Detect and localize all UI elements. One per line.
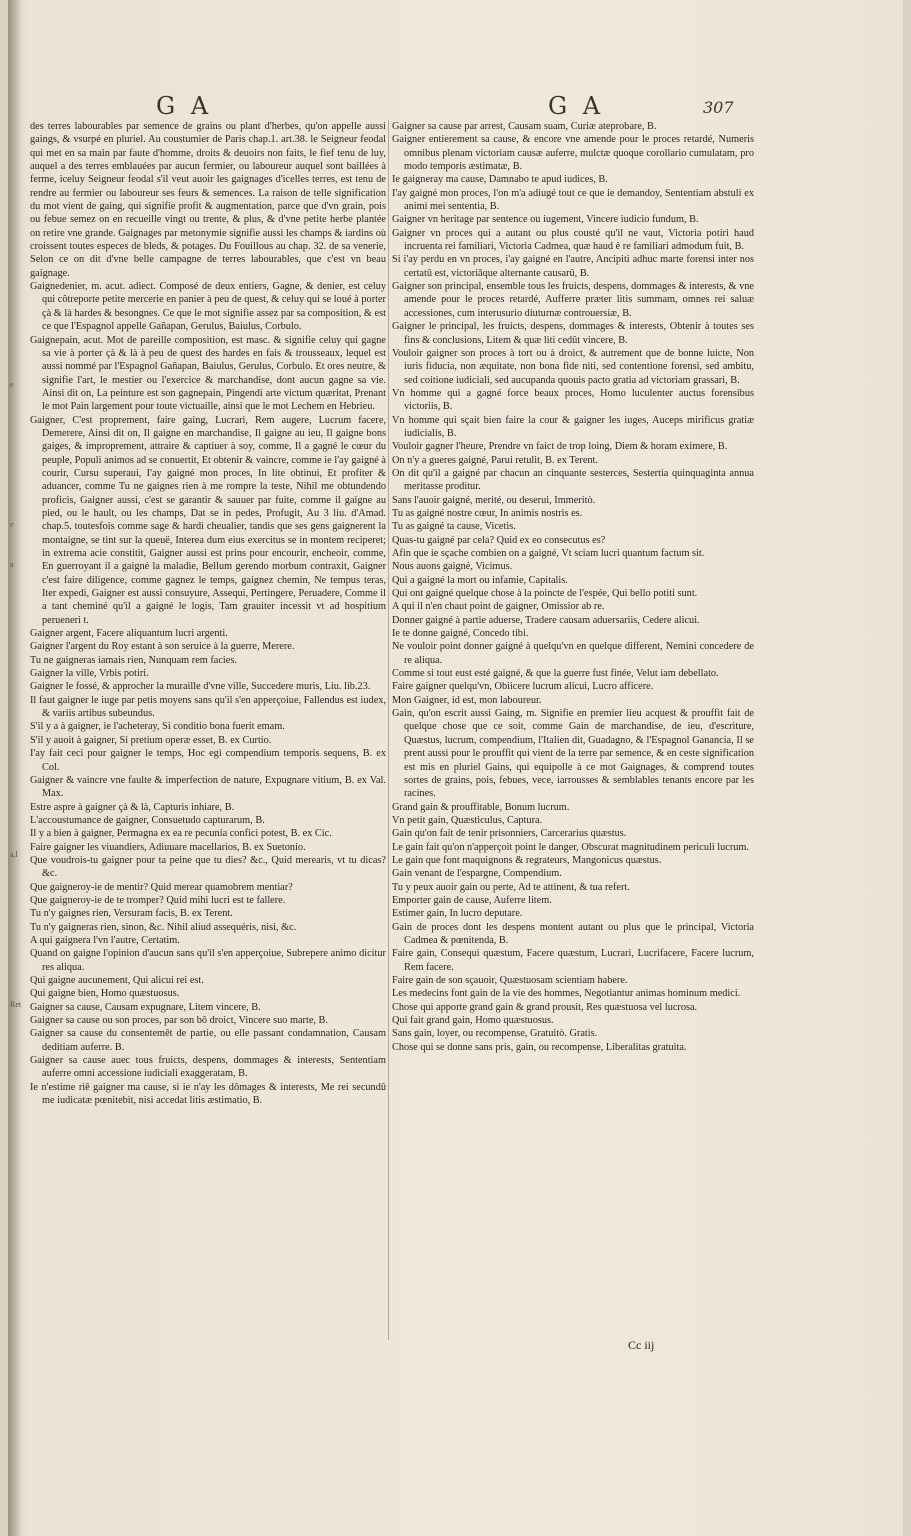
dictionary-entry: Gaigner vn heritage par sentence ou iugement, Vincere iudicio fundum, B. bbox=[392, 214, 699, 226]
dictionary-entry: Gaigner argent, Facere aliquantum lucri argenti. bbox=[30, 628, 228, 640]
dictionary-entry: Qui fait grand gain, Homo quæstuosus. bbox=[392, 1015, 554, 1027]
margin-note: e bbox=[10, 380, 14, 389]
dictionary-entry: Vn petit gain, Quæsticulus, Captura. bbox=[392, 814, 543, 826]
dictionary-entry: Tu y peux auoir gain ou perte, Ad te attinent, & tua refert. bbox=[392, 881, 630, 893]
page-number: 307 bbox=[703, 98, 734, 117]
margin-note: a,l bbox=[10, 850, 18, 859]
dictionary-entry: Gaigner la ville, Vrbis potiri. bbox=[30, 668, 149, 680]
dictionary-entry: Gaignepain, acut. Mot de pareille composition, est masc. & signifie celuy qui gagne sa vie à porter çà & là à peu de quest des hardes en fais & trousseaux, lequel est aussi nommé par l'Espagnol Gañapan, Baiulus, Gerulus, Corbulo. Et ores neutre, & signifie l'art, le mestier ou l'exercice & marchandise, dont aucun gagne sa vie. Ainsi dit on, La peinture est son gagnepain, Pingendi arte victum quæritat, Prenant le mot Pain largement pour toute victuaille, ainsi que le mot Lechem en Hebrieu. bbox=[30, 334, 386, 413]
dictionary-entry: Ne vouloir point donner gaigné à quelqu'vn en quelque different, Nemini concedere de re aliqua. bbox=[392, 641, 754, 666]
book-page bbox=[8, 0, 903, 1536]
dictionary-entry: Gaigner sa cause ou son proces, par son bô droict, Vincere suo marte, B. bbox=[30, 1015, 329, 1027]
dictionary-entry: Il faut gaigner le iuge par petis moyens sans qu'il s'en apperçoiue, Fallendus est iudex, & variis artibus subeundus. bbox=[30, 694, 386, 720]
dictionary-entry: Sans gain, loyer, ou recompense, Gratuitò. Gratis. bbox=[392, 1028, 598, 1040]
dictionary-entry: Estimer gain, In lucro deputare. bbox=[392, 908, 523, 920]
dictionary-entry: Emporter gain de cause, Auferre litem. bbox=[392, 894, 552, 906]
dictionary-entry: Tu ne gaigneras iamais rien, Nunquam rem facies. bbox=[30, 654, 237, 666]
dictionary-entry: Qui ont gaigné quelque chose à la poincte de l'espée, Qui bello potiti sunt. bbox=[392, 588, 698, 600]
dictionary-entry: Chose qui se donne sans pris, gain, ou recompense, Liberalitas gratuita. bbox=[392, 1041, 687, 1053]
margin-note: a bbox=[10, 560, 14, 569]
dictionary-entry: Tu n'y gaigneras rien, sinon, &c. Nihil aliud assequéris, nisi, &c. bbox=[30, 921, 297, 933]
dictionary-entry: Vouloir gagner l'heure, Prendre vn faict de trop loing, Diem & horam eximere, B. bbox=[392, 441, 728, 453]
margin-note: Ret bbox=[10, 1000, 22, 1009]
dictionary-entry: Gain de proces dont les despens montent autant ou plus que le principal, Victoria Cadmea & pœnitenda, B. bbox=[392, 921, 754, 946]
dictionary-entry: Il y a bien à gaigner, Permagna ex ea re pecunia confici potest, B. ex Cic. bbox=[30, 828, 332, 840]
dictionary-entry: Afin que ie sçache combien on a gaigné, Vt sciam lucri quantum factum sit. bbox=[392, 548, 705, 559]
dictionary-entry: Gaigner le fossé, & approcher la muraille d'vne ville, Succedere muris, Liu. lib.23. bbox=[30, 681, 371, 693]
dictionary-entry: Tu as gaigné nostre cœur, In animis nostris es. bbox=[392, 507, 583, 519]
dictionary-entry: S'il y a à gaigner, ie l'acheteray, Si conditio bona fuerit emam. bbox=[30, 721, 285, 733]
dictionary-entry: Quas-tu gaigné par cela? Quid ex eo consecutus es? bbox=[392, 534, 606, 546]
dictionary-entry: Comme si tout eust esté gaigné, & que la guerre fust finée, Velut iam debellato. bbox=[392, 668, 719, 680]
dictionary-entry: A qui il n'en chaut point de gaigner, Omissior ab re. bbox=[392, 601, 605, 613]
dictionary-entry: Que gaigneroy-ie de te tromper? Quid mihi lucri est te fallere. bbox=[30, 894, 286, 906]
dictionary-entry: Tu n'y gaignes rien, Versuram facis, B. ex Terent. bbox=[30, 908, 233, 920]
right-column bbox=[392, 120, 754, 1054]
dictionary-entry: Ie gaigneray ma cause, Damnabo te apud iudices, B. bbox=[392, 174, 608, 186]
dictionary-entry: Gaigner & vaincre vne faulte & imperfection de nature, Expugnare vitium, B. ex Val. Max. bbox=[30, 774, 386, 800]
dictionary-entry: Gaigner, C'est proprement, faire gaing, Lucrari, Rem augere, Lucrum facere, Demerere, Ainsi dit on, Il gaigne en marchandise, Il gaigne au ieu, Il gaigne bons gaiges, & improprement, attraire & captiuer à soy, comme, Il a gagné le cœur du peuple, Populi animos ad se conuertit, Et obtenir & vaincre, comme ie l'ay gaigné à courir, Cursu superaui, I'ay gaigné mon proces, In lite obtinui, Et profiter & aduancer, comme Tu ne gaignes rien à me rompre la teste, Nihil me obtundendo proficis, Gaigner aussi, c'est se garantir & sauuer par fuite, comme il gaigne au pied, ou le hault, ou les champs, Dat se in pedes, Profugit, Au 3 liu. d'Amad. chap.5. toutesfois comme sage & hardi cheualier, tandis que ses gens gaignerent la montaigne, se tint sur la queuë, Interea dum eius exercitus se in montem reciperet; in extrema acie constitit, Gaigner aussi est prins pour encourir, encheoir, comme, En guerroyant il a gaigné la maladie, Bellum gerendo morbum contraxit, Gaigner c'est faire diligence, comme gagnez le temps, gaignez chemin, Ne tempus teras, Iter expedi, Gaigner est aussi consuyure, Assequi, Pertingere, Peruadere, Comme il a tant cheminé qu'il a gaigné le logis, Tam grauiter incessit vt ad hospitium perueneri t. bbox=[30, 414, 386, 626]
dictionary-entry: Gaigner l'argent du Roy estant à son seruice à la guerre, Merere. bbox=[30, 641, 295, 653]
dictionary-entry: Que voudrois-tu gaigner pour ta peine que tu dies? &c., Quid merearis, vt tu dicas? &c. bbox=[30, 854, 386, 880]
header-left-letters: G A bbox=[156, 92, 213, 120]
dictionary-entry: Gain qu'on fait de tenir prisonniers, Carcerarius quæstus. bbox=[392, 828, 627, 840]
dictionary-entry: Faire gain de son sçauoir, Quæstuosam scientiam habere. bbox=[392, 975, 628, 986]
dictionary-entry: Estre aspre à gaigner çà & là, Capturis inhiare, B. bbox=[30, 801, 235, 813]
dictionary-entry: Faire gaigner quelqu'vn, Obiicere lucrum alicui, Lucro afficere. bbox=[392, 681, 654, 693]
dictionary-entry: Quand on gaigne l'opinion d'aucun sans qu'il s'en apperçoiue, Subrepere animo dicitur res aliqua. bbox=[30, 948, 386, 973]
margin-notes bbox=[8, 0, 30, 1536]
dictionary-entry: Gain, qu'on escrit aussi Gaing, m. Signifie en premier lieu acquest & prouffit fait de quelque chose que ce soit, comme Gain de marchandise, de ieu, d'escriture, Quæstus, lucrum, compendium, l'Italien dit, Guadagno, & l'Espagnol Ganancia, Il se prent aussi pour le prouffit qui vient de la terre par semence, & en ceste signification est mis en pluriel Gains, qui equipolle à ce mot Gaignages, & comprend toutes sortes de grains, pois, febues, vece, iarrousses & semblables tenants encore par les racines. bbox=[392, 708, 754, 800]
dictionary-entry: S'il y auoit à gaigner, Si pretium operæ esset, B. ex Curtio. bbox=[30, 734, 272, 746]
dictionary-entry: Qui gaigne aucunement, Qui alicui rei est. bbox=[30, 975, 204, 986]
dictionary-entry: On n'y a gueres gaigné, Parui retulit, B. ex Terent. bbox=[392, 454, 598, 466]
dictionary-entry: I'ay gaigné mon proces, l'on m'a adiugé tout ce que ie demandoy, Sententiam abstuli ex animi mei sententia, B. bbox=[392, 187, 754, 213]
dictionary-entry: On dit qu'il a gaigné par chacun an cinquante sesterces, Sestertia quinquaginta annua meritasse proditur. bbox=[392, 467, 754, 493]
dictionary-entry: Vn homme qui sçait bien faire la cour & gaigner les iuges, Auceps mirificus gratiæ iudicialis, B. bbox=[392, 414, 754, 439]
dictionary-entry: Si i'ay perdu en vn proces, i'ay gaigné en l'autre, Ancipiti adhuc marte forensi inter nos certatû est, victoriâque alternante causarû, B. bbox=[392, 254, 754, 279]
dictionary-entry: Gaigner sa cause auec tous fruicts, despens, dommages & interests, Sententiam auferre omni accessione iudiciali exaggeratam, B. bbox=[30, 1055, 386, 1080]
dictionary-entry: Chose qui apporte grand gain & grand prousit, Res quæstuosa vel lucrosa. bbox=[392, 1001, 698, 1013]
dictionary-entry: Gaigner sa cause du consentemêt de partie, ou elle passant condamnation, Causam deditiam auferre. B. bbox=[30, 1028, 386, 1053]
dictionary-entry: Gain venant de l'espargne, Compendium. bbox=[392, 868, 562, 880]
dictionary-entry: Que gaigneroy-ie de mentir? Quid merear quamobrem mentiar? bbox=[30, 881, 293, 893]
dictionary-entry: L'accoustumance de gaigner, Consuetudo capturarum, B. bbox=[30, 814, 265, 826]
margin-note: e bbox=[10, 520, 14, 529]
left-column bbox=[30, 120, 386, 1107]
dictionary-entry: Qui a gaigné la mort ou infamie, Capitalis. bbox=[392, 574, 568, 586]
dictionary-entry: Le gain fait qu'on n'apperçoit point le danger, Obscurat magnitudinem periculi lucrum. bbox=[392, 841, 750, 853]
dictionary-entry: Gaigner sa cause par arrest, Causam suam, Curiæ ateprobare, B. bbox=[392, 121, 657, 132]
dictionary-entry: Qui gaigne bien, Homo quæstuosus. bbox=[30, 988, 180, 1000]
dictionary-entry: Sans l'auoir gaigné, merité, ou deserui, Immeritò. bbox=[392, 494, 596, 506]
header-right-letters: G A bbox=[548, 92, 605, 120]
dictionary-entry: Donner gaigné à partie aduerse, Tradere causam aduersariis, Cedere alicui. bbox=[392, 614, 700, 626]
dictionary-entry: Le gain que font maquignons & regrateurs, Mangonicus quæstus. bbox=[392, 854, 662, 866]
dictionary-entry: Nous auons gaigné, Vicimus. bbox=[392, 561, 513, 573]
dictionary-entry: Vouloir gaigner son proces à tort ou à droict, & autrement que de bonne luicte, Non iuris fiducia, non æquitate, non bona fide niti, sed contentione forensi, sed ambitu, sed coitione iudiciali, sed aucupanda quouis pacto gratia ad victoriam grassari, B. bbox=[392, 347, 754, 386]
signature-mark: Cc iij bbox=[628, 1338, 655, 1352]
dictionary-entry: Grand gain & prouffitable, Bonum lucrum. bbox=[392, 801, 570, 813]
dictionary-entry: Gaigner entierement sa cause, & encore vne amende pour le proces retardé, Numeris omnibus plenam victoriam causæ auferre, mulctæ quoque corollario cumulatam, pro modo temporis æstimatæ, B. bbox=[392, 134, 754, 173]
dictionary-entry: Gaigner le principal, les fruicts, despens, dommages & interests, Obtenir à toutes ses fins & conclusions, Litem & quæ liti cedût vincere, B. bbox=[392, 321, 754, 346]
dictionary-entry: Gaignedenier, m. acut. adiect. Composé de deux entiers, Gagne, & denier, est celuy qui côtreporte petite mercerie en panier à peu de quest, & celuy qui se loué à porter çà & là hardes & besongnes. Ce que le mot signifie assez par sa composition, & est ce que l'Espagnol appelle Gañapan, Gerulus, Baiulus, Corbulo. bbox=[30, 281, 386, 333]
dictionary-entry: Tu as gaigné ta cause, Vicetis. bbox=[392, 521, 516, 533]
dictionary-entry: Gaigner son principal, ensemble tous les fruicts, despens, dommages & interests, & vne amende pour le proces retardé, Aufferre præter litis summam, omnes rei saluæ accessiones, cum interusurio diuturnæ controuersiæ, B. bbox=[392, 281, 754, 319]
dictionary-entry: Faire gaigner les viuandiers, Adiuuare macellarios, B. ex Suetonio. bbox=[30, 841, 306, 853]
dictionary-entry: Vn homme qui a gagné force beaux proces, Homo luculenter auctus forensibus victoriis, B. bbox=[392, 387, 754, 413]
dictionary-entry: Gaigner sa cause, Causam expugnare, Litem vincere, B. bbox=[30, 1001, 261, 1013]
dictionary-entry: Ie te donne gaigné, Concedo tibi. bbox=[392, 628, 529, 640]
dictionary-entry: Les medecins font gain de la vie des hommes, Negotiantur animas hominum medici. bbox=[392, 988, 741, 1000]
dictionary-entry: Ie n'estime riê gaigner ma cause, si ie n'ay les dômages & interests, Me rei secundû me iudicatæ pœnitebit, nisi accedat litis æstimatio, B. bbox=[30, 1081, 386, 1107]
column-divider bbox=[388, 120, 389, 1340]
dictionary-entry: Faire gain, Consequi quæstum, Facere quæstum, Lucrari, Lucrifacere, Facere lucrum, Rem facere. bbox=[392, 948, 754, 973]
dictionary-entry: Gaigner vn proces qui a autant ou plus cousté qu'il ne vaut, Victoria potiri haud incruenta rei familiari, Victoria Cadmea, quæ haud è re familiari admodum fuit, B. bbox=[392, 227, 754, 253]
dictionary-entry: A qui gaignera l'vn l'autre, Certatim. bbox=[30, 934, 180, 946]
dictionary-entry: des terres labourables par semence de grains ou plant d'herbes, qu'on appelle aussi gaings, & vsurpé en pluriel. Au coustumier de Paris chap.1. art.38. le Seigneur feodal qui met en sa main par faute d'homme, droits & deuoirs non faits, le fief tenu de luy, auquel a des terres emblauées par aucun fermier, ou laboureur auquel sont baillées à ferme, iceluy Seigneur feodal s'il veut auoir les gaignages d'icelles terres, est tenu de rendre au fermier ou laboureur ses feurs & semences. La raison de telle signification du mot vient de gaing, qui signifie profit & augmentation, parce que d'vn grain, pois ou febue semez on en recueille vingt ou trente, & plus, & d'vne petite herbe plantée on retire vne grande. Gaignages par metonymie signifie aussi les champs & iardins où croissent toutes especes de bleds, & potages. Du Fouillous au chap. 32. de sa venerie, Selon ce on dit d'vne belle campagne de terres labourables, que c'est vn beau gaignage. bbox=[30, 121, 386, 279]
dictionary-entry: Mon Gaigner, id est, mon laboureur. bbox=[392, 694, 542, 706]
dictionary-entry: I'ay fait ceci pour gaigner le temps, Hoc egi compendium temporis sequens, B. ex Col. bbox=[30, 748, 386, 773]
